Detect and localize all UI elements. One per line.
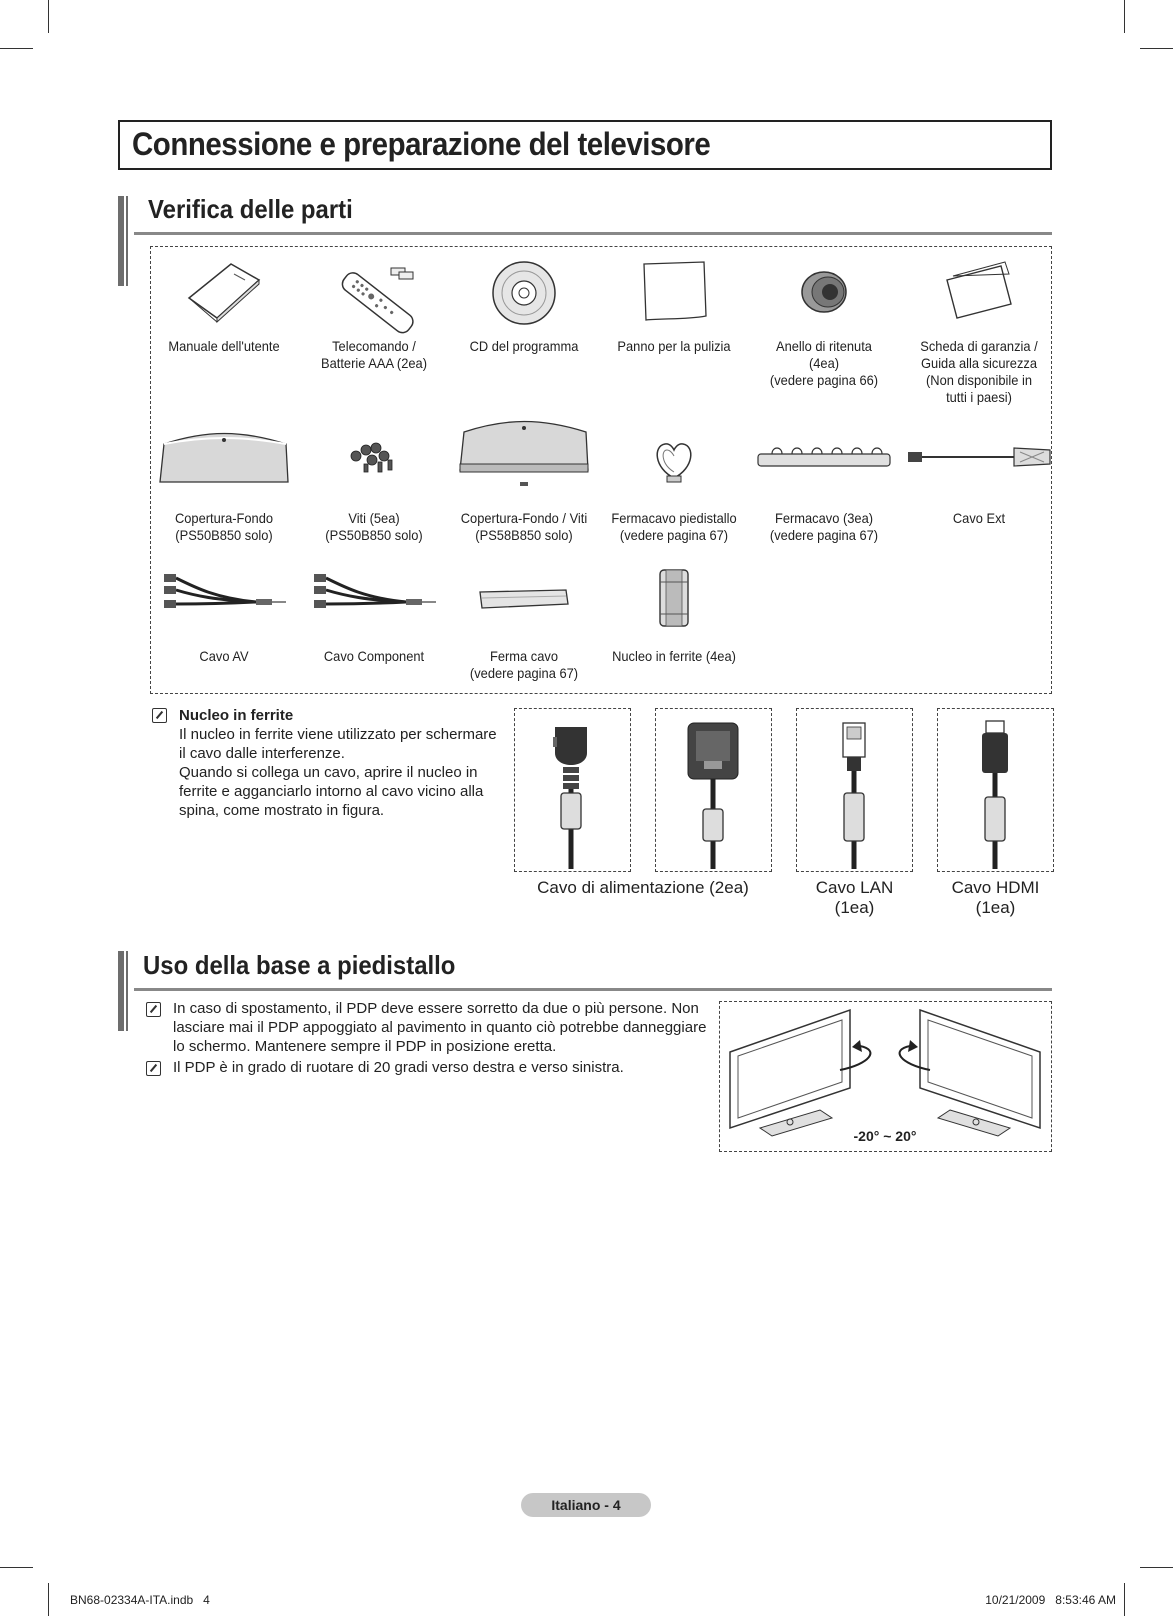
power-adapter-icon	[656, 709, 770, 869]
power-cable-box	[514, 708, 631, 872]
hdmi-cable-label-line: Cavo HDMI	[951, 878, 1040, 897]
part-label: Viti (5ea)	[348, 510, 400, 526]
ferrite-core-icon	[652, 566, 696, 630]
ring-icon	[794, 262, 854, 322]
cable-tie-icon	[754, 444, 894, 474]
ext-cable-icon	[904, 442, 1054, 472]
part-label: Fermacavo piedistallo	[611, 510, 737, 526]
section-heading-parts: Verifica delle parti	[148, 194, 353, 224]
part-label: Fermacavo (3ea)	[774, 510, 874, 526]
imprint-right: 10/21/2009 8:53:46 AM	[985, 1593, 1116, 1607]
lan-plug-icon	[797, 709, 911, 869]
warranty-card-icon	[939, 260, 1019, 326]
stand-note-line: In caso di spostamento, il PDP deve essere sorretto da due o più persone. Non	[173, 1000, 699, 1017]
component-cable-icon	[306, 568, 442, 618]
cd-icon	[489, 258, 559, 328]
lan-cable-label	[796, 878, 913, 918]
note-icon	[146, 1002, 161, 1017]
crop-mark	[1124, 1583, 1125, 1616]
lan-cable-box	[796, 708, 913, 872]
rotation-figure-box	[719, 1001, 1052, 1152]
section-bar	[126, 951, 128, 1031]
part-label: (vedere pagina 67)	[769, 527, 879, 543]
part-label: CD del programma	[469, 338, 579, 354]
section-rule	[134, 988, 1052, 991]
part-label: Cavo Component	[323, 648, 425, 664]
part-label: Copertura-Fondo	[174, 510, 274, 526]
section-bar	[118, 196, 124, 286]
section-bar	[118, 951, 124, 1031]
part-label: tutti i paesi)	[946, 389, 1012, 405]
crop-mark	[0, 1567, 33, 1568]
power-cable-label: Cavo di alimentazione (2ea)	[537, 878, 749, 897]
ferrite-note	[179, 706, 499, 820]
note-icon	[146, 1061, 161, 1076]
part-label: Ferma cavo	[489, 648, 558, 664]
hdmi-plug-icon	[938, 709, 1052, 869]
page-title: Connessione e preparazione del televisore	[132, 126, 711, 162]
part-label: Manuale dell'utente	[168, 338, 280, 354]
stand-note-2: Il PDP è in grado di ruotare di 20 gradi verso destra e verso sinistra.	[173, 1059, 624, 1076]
hdmi-cable-label-line: (1ea)	[975, 898, 1016, 917]
part-label: Telecomando /	[332, 338, 416, 354]
part-label: (Non disponibile in	[926, 372, 1032, 388]
section-heading-stand: Uso della base a piedistallo	[143, 950, 456, 980]
ferrite-note-text: il cavo dalle interferenze.	[179, 745, 345, 762]
part-label: (PS50B850 solo)	[175, 527, 273, 543]
page-title-box	[118, 120, 1052, 170]
hdmi-cable-box	[937, 708, 1054, 872]
ferrite-note-text: Il nucleo in ferrite viene utilizzato per schermare	[179, 726, 497, 743]
stand-note-line: lasciare mai il PDP appoggiato al pavimento in quanto ciò potrebbe danneggiare	[173, 1019, 707, 1036]
ferrite-note-title: Nucleo in ferrite	[179, 707, 294, 724]
part-label: (PS58B850 solo)	[475, 527, 573, 543]
power-plug-icon	[515, 709, 629, 869]
imprint-left: BN68-02334A-ITA.indb 4	[70, 1593, 210, 1607]
stand-note-line: lo schermo. Mantenere sempre il PDP in posizione eretta.	[173, 1038, 557, 1055]
stand-note-1	[173, 999, 713, 1056]
part-label: (4ea)	[808, 355, 840, 371]
lan-cable-label-line: Cavo LAN	[815, 878, 894, 897]
part-label: Batterie AAA (2ea)	[321, 355, 427, 371]
manual-icon	[179, 258, 269, 328]
cover-bottom-icon	[156, 428, 292, 488]
power-cable-box	[655, 708, 772, 872]
part-label: Cavo Ext	[952, 510, 1006, 526]
cover-bottom-screw-icon	[456, 420, 592, 496]
section-rule	[134, 232, 1052, 235]
part-label: Cavo AV	[199, 648, 249, 664]
crop-mark	[48, 0, 49, 33]
av-cable-icon	[156, 568, 292, 618]
part-label: Panno per la pulizia	[617, 338, 731, 354]
part-label: (vedere pagina 67)	[469, 665, 579, 681]
holder-wire-icon	[474, 584, 574, 614]
part-label: Scheda di garanzia /	[920, 338, 1038, 354]
part-label: Guida alla sicurezza	[921, 355, 1037, 371]
note-icon	[152, 708, 167, 723]
page-number-badge: Italiano - 4	[521, 1493, 651, 1517]
crop-mark	[1124, 0, 1125, 33]
rotation-label: -20° ~ 20°	[853, 1128, 917, 1144]
stand-cable-holder-icon	[649, 438, 699, 484]
ferrite-note-text: spina, come mostrato in figura.	[179, 802, 385, 819]
part-label: Copertura-Fondo / Viti	[460, 510, 588, 526]
hdmi-cable-label	[937, 878, 1054, 918]
section-bar	[126, 196, 128, 286]
crop-mark	[0, 48, 33, 49]
crop-mark	[1140, 1567, 1173, 1568]
crop-mark	[1140, 48, 1173, 49]
part-label: Nucleo in ferrite (4ea)	[612, 648, 736, 664]
crop-mark	[48, 1583, 49, 1616]
part-label: (vedere pagina 66)	[769, 372, 879, 388]
remote-icon	[319, 256, 429, 334]
ferrite-note-text: ferrite e agganciarlo intorno al cavo vicino alla	[179, 783, 484, 800]
part-label: Anello di ritenuta	[776, 338, 872, 354]
ferrite-note-text: Quando si collega un cavo, aprire il nucleo in	[179, 764, 478, 781]
part-label: (PS50B850 solo)	[325, 527, 423, 543]
cloth-icon	[634, 258, 714, 328]
part-label: (vedere pagina 67)	[619, 527, 729, 543]
screws-icon	[344, 438, 404, 478]
lan-cable-label-line: (1ea)	[834, 898, 875, 917]
